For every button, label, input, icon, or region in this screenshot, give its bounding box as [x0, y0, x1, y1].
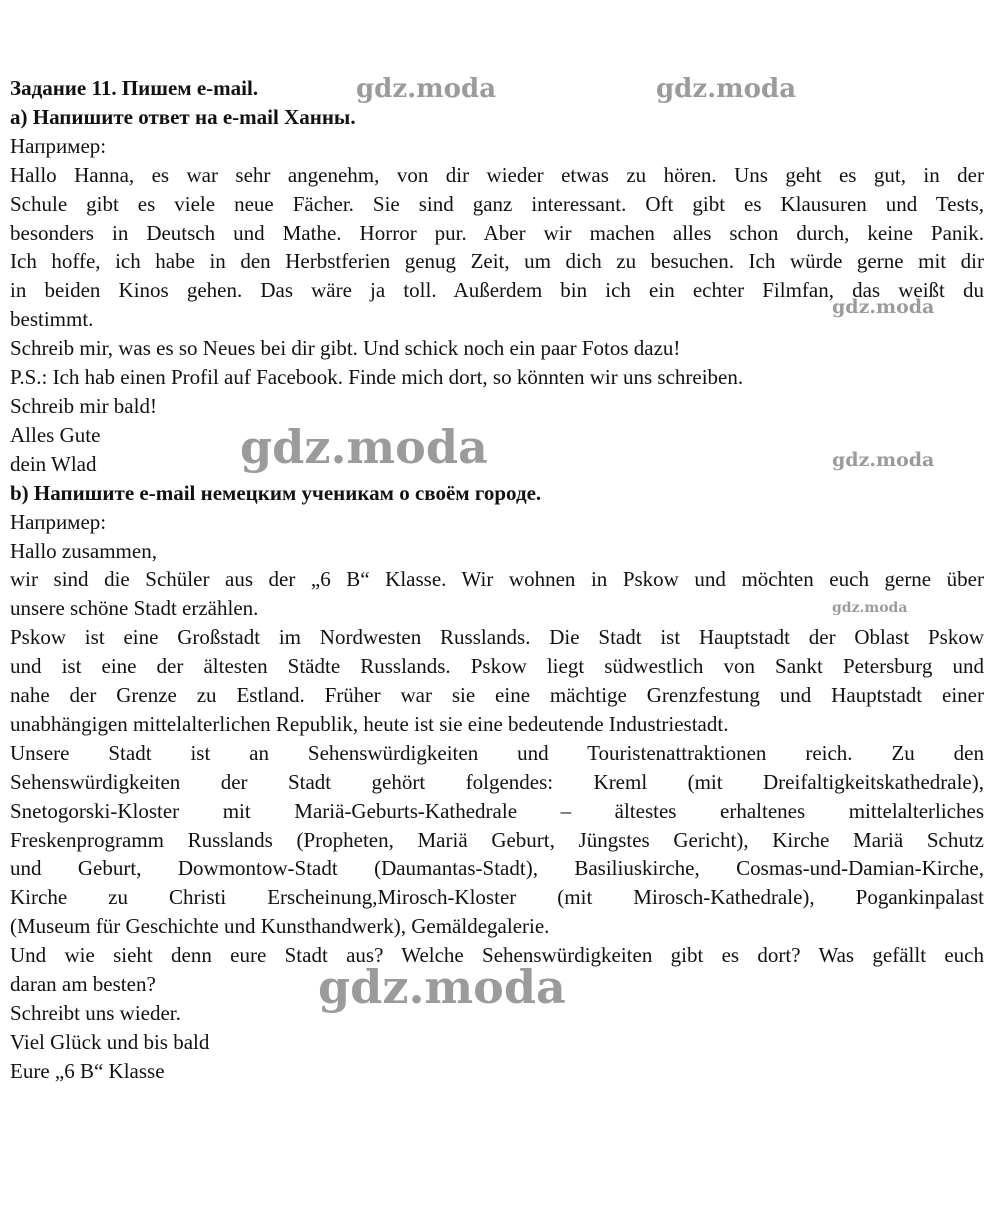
task-title: Задание 11. Пишем e-mail. — [10, 76, 259, 100]
email-a-line: Hallo Hanna, es war sehr angenehm, von dir wieder etwas zu hören. Uns geht es gut, in der — [10, 162, 984, 187]
email-b-line: Snetogorski-Kloster mit Mariä-Geburts-Kathedrale – ältestes erhaltenes mittelalterliches — [10, 798, 984, 823]
email-a-line: bestimmt. — [10, 307, 94, 332]
email-b-greeting: Hallo zusammen, — [10, 538, 157, 563]
email-a-line: Schreib mir bald! — [10, 393, 157, 418]
email-b-line: Und wie sieht denn eure Stadt aus? Welche Sehenswürdigkeiten gibt es dort? Was gefällt euch — [10, 943, 984, 968]
email-a-line: in beiden Kinos gehen. Das wäre ja toll. Außerdem bin ich ein echter Filmfan, das weißt du — [10, 278, 984, 303]
email-b-line: nahe der Grenze zu Estland. Früher war sie eine mächtige Grenzfestung und Hauptstadt einer — [10, 683, 984, 708]
part-b-heading: b) Напишите e-mail немецким ученикам о своём городе. — [10, 480, 542, 505]
email-a-closing: Alles Gute — [10, 422, 101, 447]
email-b-line: wir sind die Schüler aus der „6 B“ Klasse. Wir wohnen in Pskow und möchten euch gerne über — [10, 567, 984, 592]
email-b-closing: Viel Glück und bis bald — [10, 1029, 210, 1054]
email-b-line: unabhängigen mittelalterlichen Republik, heute ist sie eine bedeutende Industriestadt. — [10, 711, 729, 736]
document-page — [10, 74, 984, 1086]
email-b-signature: Eure „6 B“ Klasse — [10, 1058, 165, 1083]
email-b-line: (Museum für Geschichte und Kunsthandwerk), Gemäldegalerie. — [10, 914, 550, 939]
email-a-line: Ich hoffe, ich habe in den Herbstferien genug Zeit, um dich zu besuchen. Ich würde gerne mit dir — [10, 249, 984, 274]
email-b-line: unsere schöne Stadt erzählen. — [10, 596, 259, 621]
email-b-line: Sehenswürdigkeiten der Stadt gehört folgendes: Kreml (mit Dreifaltigkeitskathedrale), — [10, 769, 984, 794]
part-a-example-label: Например: — [10, 133, 107, 158]
watermark: gdz.moda — [832, 449, 935, 471]
part-b-example-label: Например: — [10, 509, 107, 534]
watermark: gdz.moda — [832, 296, 935, 318]
part-a-heading: a) Напишите ответ на e-mail Ханны. — [10, 104, 356, 129]
watermark: gdz.moda — [656, 74, 797, 104]
email-b-closing: Schreibt uns wieder. — [10, 1001, 181, 1025]
email-a-line: P.S.: Ich hab einen Profil auf Facebook. Finde mich dort, so könnten wir uns schreiben. — [10, 365, 744, 390]
email-a-line: Schreib mir, was es so Neues bei dir gibt. Und schick noch ein paar Fotos dazu! — [10, 336, 681, 361]
email-a-line: Schule gibt es viele neue Fächer. Sie sind ganz interessant. Oft gibt es Klausuren und Tests, — [10, 191, 984, 216]
watermark: gdz.moda — [318, 960, 566, 1014]
watermark: gdz.moda — [832, 600, 908, 616]
email-a-line: besonders in Deutsch und Mathe. Horror pur. Aber wir machen alles schon durch, keine Panik. — [10, 220, 984, 245]
email-a-signature: dein Wlad — [10, 451, 97, 476]
watermark: gdz.moda — [356, 74, 497, 104]
email-b-line: daran am besten? — [10, 972, 156, 997]
email-b-line: und Geburt, Dowmontow-Stadt (Daumantas-Stadt), Basiliuskirche, Cosmas-und-Damian-Kirche, — [10, 856, 984, 881]
email-b-line: Unsere Stadt ist an Sehenswürdigkeiten und Touristenattraktionen reich. Zu den — [10, 740, 984, 765]
email-b-line: Pskow ist eine Großstadt im Nordwesten Russlands. Die Stadt ist Hauptstadt der Oblast Pskow — [10, 625, 984, 650]
email-b-line: und ist eine der ältesten Städte Russlands. Pskow liegt südwestlich von Sankt Petersburg und — [10, 654, 984, 679]
email-b-line: Kirche zu Christi Erscheinung,Mirosch-Kloster (mit Mirosch-Kathedrale), Pogankinpalast — [10, 885, 984, 910]
watermark: gdz.moda — [240, 420, 488, 474]
email-b-line: Freskenprogramm Russlands (Propheten, Mariä Geburt, Jüngstes Gericht), Kirche Mariä Schutz — [10, 827, 984, 852]
